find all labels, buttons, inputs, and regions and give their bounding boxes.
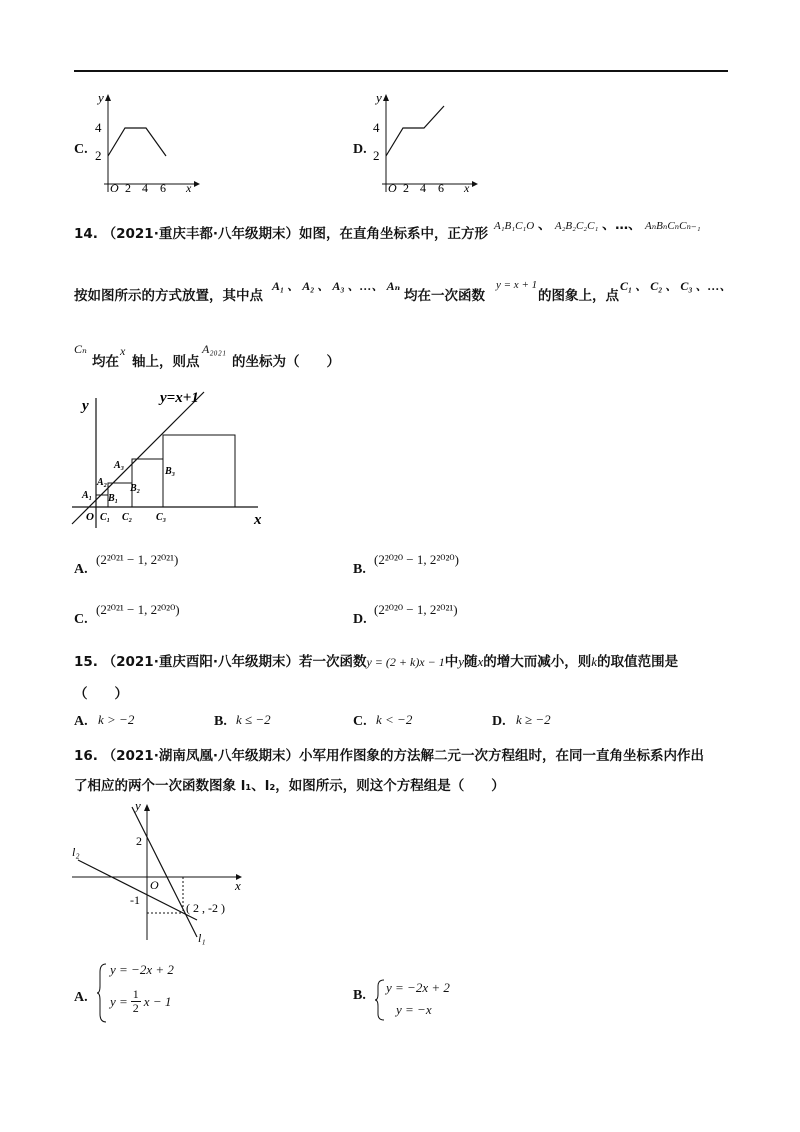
- label-c3: C₃: [156, 512, 167, 523]
- q16-option-a-eq2-right: x − 1: [143, 993, 172, 1009]
- q16-option-a-label: A.: [74, 990, 88, 1005]
- q15-number: 15.: [74, 654, 98, 670]
- graph-d-line: [386, 106, 444, 156]
- label-b1: B₁: [108, 493, 119, 504]
- q15-text-b: 中: [444, 654, 459, 670]
- q16-text-1: 小军用作图象的方法解二元一次方程组时，在同一直角坐标系内作出: [298, 748, 704, 764]
- q14-option-a-text: (2²⁰²¹ − 1, 2²⁰²¹): [96, 552, 179, 567]
- q15-text-c: 随: [464, 654, 478, 670]
- label-l1: l₁: [198, 931, 206, 945]
- q14-square-1: A₁B₁C₁O: [494, 220, 535, 232]
- q14-option-b-label: B.: [353, 562, 366, 577]
- q14-source: （2021·重庆丰都·八年级期末）: [102, 226, 299, 242]
- q14-point-cn: Cₙ: [74, 342, 87, 356]
- x-tick-4: 4: [420, 181, 426, 195]
- q14-text-5: 均在: [92, 354, 119, 370]
- q15-function: y = (2 + k)x − 1: [366, 655, 445, 669]
- y-tick-2: 2: [95, 148, 102, 163]
- q15-k: k: [591, 654, 598, 669]
- q14-text-1: 如图，在直角坐标系中，正方形: [298, 226, 488, 242]
- q14-text-4: 的图象上，点: [538, 288, 619, 304]
- y-tick-2: 2: [373, 148, 380, 163]
- q14-figure: [70, 388, 280, 533]
- option-c-label: C.: [74, 142, 88, 157]
- q14-points-a: A₁ 、 A₂ 、 A₃ 、…、 Aₙ: [272, 279, 401, 293]
- x-label: x: [235, 878, 241, 893]
- q16-option-a-eq2-left: y =: [110, 993, 128, 1009]
- y-label: y: [82, 398, 89, 414]
- fraction-numerator: 1: [132, 987, 139, 1001]
- line-l2: [78, 860, 197, 920]
- q15-option-c-text: k < −2: [376, 712, 413, 727]
- q15-y: y: [458, 654, 465, 669]
- q16-source: （2021·湖南凤凰·八年级期末）: [102, 748, 299, 764]
- q14-text-3: 均在一次函数: [404, 288, 485, 304]
- q14-x-symbol: x: [120, 344, 126, 358]
- brace-icon: [374, 978, 386, 1022]
- q16-option-a-eq2: [110, 988, 171, 1015]
- tick-neg1: -1: [130, 893, 140, 907]
- q16-figure: [70, 800, 260, 948]
- q14-ellipsis: 、…、: [602, 218, 642, 233]
- x-tick-4: 4: [142, 181, 148, 195]
- q15-option-b-text: k ≤ −2: [236, 712, 271, 727]
- q14-text-7: 的坐标为（ ）: [232, 354, 340, 370]
- y-label: y: [376, 90, 382, 105]
- y-tick-4: 4: [373, 120, 380, 135]
- q15-option-d-text: k ≥ −2: [516, 712, 551, 727]
- q15-option-a-label: A.: [74, 714, 88, 729]
- q14-option-c-text: (2²⁰²¹ − 1, 2²⁰²⁰): [96, 602, 180, 617]
- origin-label: O: [110, 181, 119, 195]
- x-tick-6: 6: [438, 181, 444, 195]
- header-rule: [74, 70, 728, 72]
- graph-c-line: [108, 128, 166, 156]
- q16-number: 16.: [74, 748, 98, 764]
- q14-text-2: 按如图所示的方式放置，其中点: [74, 288, 263, 304]
- x-axis-arrow: [194, 181, 200, 187]
- x-tick-2: 2: [403, 181, 409, 195]
- x-label: x: [186, 181, 192, 195]
- line-l1: [132, 807, 197, 937]
- q15-x: x: [477, 654, 484, 669]
- q15-text-e: 的取值范围是: [597, 654, 679, 670]
- q14-square-list: [494, 216, 701, 236]
- label-a2: A₂: [97, 477, 108, 488]
- q16-line1: [74, 746, 704, 766]
- q14-option-a-label: A.: [74, 562, 88, 577]
- q14-square-n: AₙBₙCₙCₙ₋₁: [644, 220, 701, 232]
- q15-option-a-text: k > −2: [98, 712, 135, 727]
- label-b2: B₂: [130, 483, 141, 494]
- q14-text-6: 轴上，则点: [132, 354, 200, 370]
- q14-number: 14.: [74, 226, 98, 242]
- y-label: y: [98, 90, 104, 105]
- q16-option-b-eq2: y = −x: [396, 1002, 432, 1017]
- q14-points-c: C₁ 、 C₂ 、 C₃ 、…、: [620, 279, 732, 293]
- q15-text-a: 若一次函数: [298, 654, 367, 670]
- q15-option-b-label: B.: [214, 714, 227, 729]
- x-tick-6: 6: [160, 181, 166, 195]
- q15-line1: [74, 652, 678, 672]
- q15-source: （2021·重庆酉阳·八年级期末）: [102, 654, 299, 670]
- q14-line-y-x-1: [72, 392, 204, 524]
- q15-text-d: 的增大而减小，则: [483, 654, 592, 670]
- label-a1: A₁: [82, 490, 93, 501]
- brace-icon: [96, 962, 108, 1024]
- q16-option-b-label: B.: [353, 988, 366, 1003]
- label-c2: C₂: [122, 512, 133, 523]
- q14-sep: 、: [538, 218, 552, 233]
- x-label: x: [254, 512, 262, 528]
- fraction-denominator: 2: [132, 1001, 139, 1015]
- option-d-label: D.: [353, 142, 367, 157]
- square-1: [96, 495, 108, 507]
- y-axis-arrow: [144, 804, 150, 811]
- graph-d: [370, 88, 480, 198]
- y-axis-arrow: [383, 94, 389, 101]
- q14-option-c-label: C.: [74, 612, 88, 627]
- q15-paren: （ ）: [74, 686, 128, 702]
- q15-option-c-label: C.: [353, 714, 367, 729]
- x-tick-2: 2: [125, 181, 131, 195]
- q15-option-d-label: D.: [492, 714, 506, 729]
- q16-option-b-eq1: y = −2x + 2: [386, 980, 450, 995]
- tick-2: 2: [136, 834, 142, 848]
- label-c1: C₁: [100, 512, 111, 523]
- origin-label: O: [388, 181, 397, 195]
- q14-line1: [74, 224, 488, 244]
- q16-line2: 了相应的两个一次函数图象 l₁、l₂，如图所示，则这个方程组是（ ）: [74, 778, 505, 794]
- y-label: y: [135, 800, 141, 813]
- q14-line2: [74, 286, 263, 306]
- x-label: x: [464, 181, 470, 195]
- origin-label: O: [150, 878, 159, 892]
- q16-option-a-eq1: y = −2x + 2: [110, 962, 174, 977]
- intersection-label: ( 2 , -2 ): [186, 901, 225, 915]
- q14-option-d-text: (2²⁰²⁰ − 1, 2²⁰²¹): [374, 602, 458, 617]
- y-tick-4: 4: [95, 120, 102, 135]
- q14-point-a2021: A₂₀₂₁: [202, 342, 227, 356]
- origin-label: O: [86, 511, 94, 523]
- q14-option-d-label: D.: [353, 612, 367, 627]
- q14-option-b-text: (2²⁰²⁰ − 1, 2²⁰²⁰): [374, 552, 459, 567]
- q14-function: y = x + 1: [496, 279, 538, 291]
- label-a3: A₃: [114, 460, 125, 471]
- x-axis-arrow: [472, 181, 478, 187]
- line-label: y=x+1: [160, 390, 199, 406]
- q14-square-2: A₂B₂C₂C₁: [554, 220, 599, 232]
- y-axis-arrow: [105, 94, 111, 101]
- graph-c: [92, 88, 202, 198]
- label-l2: l₂: [72, 845, 80, 859]
- label-b3: B₃: [165, 466, 176, 477]
- fraction: [131, 988, 141, 1015]
